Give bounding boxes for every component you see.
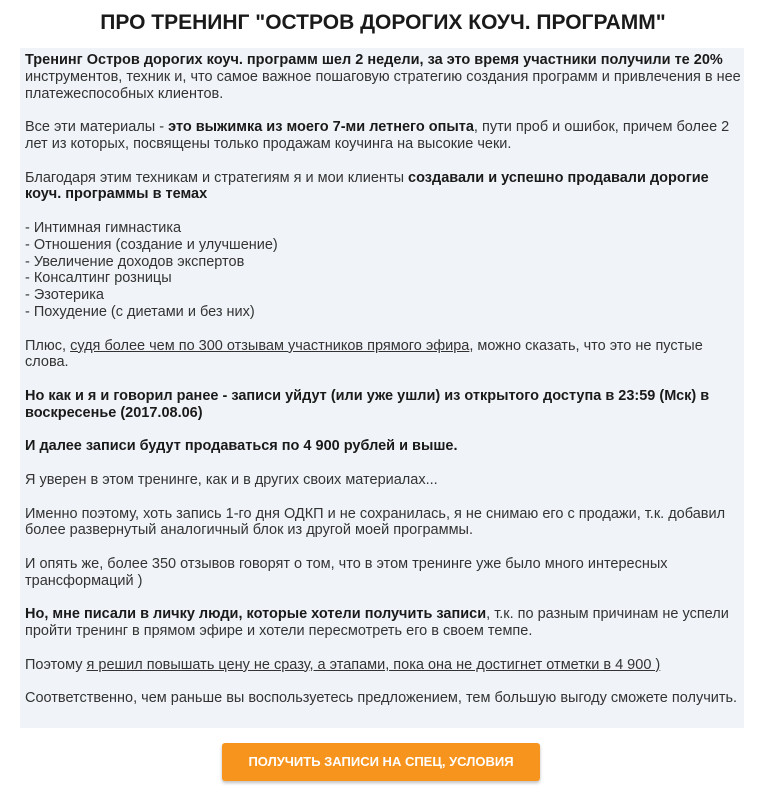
deadline-bold: Но как и я и говорил ранее - записи уйдут (или уже ушли) из открытого доступа в 23:59 (Мск) в воскресенье (2017.08.06) [25,387,710,421]
reviews-lead: Плюс, [25,337,71,354]
list-item: - Отношения (создание и улучшение) [25,236,278,253]
paragraph-transformations: И опять же, более 350 отзывов говорят о том, что в этом тренинге уже было много интересных трансформаций ) [25,555,668,589]
paragraph-day-one: Именно поэтому, хоть запись 1-го дня ОДКП и не сохранилась, я не снимаю его с продажи, т.к. добавил более развернутый аналогичный блок из другой моей программы. [25,505,726,539]
paragraph-experience [25,119,741,153]
list-item: - Эзотерика [25,287,104,304]
list-item: - Увеличение доходов экспертов [25,253,245,270]
list-item: - Похудение (с диетами и без них) [25,303,255,320]
price-bold: И далее записи будут продаваться по 4 900 рублей и выше. [25,438,458,455]
paragraph-benefit: Соответственно, чем раньше вы воспользуетесь предложением, тем большую выгоду сможете получить. [25,690,738,707]
intro-bold: Тренинг Остров дорогих коуч. программ шел 2 недели, за это время участники получили те 20% [25,52,723,68]
paragraph-requests [25,606,741,640]
list-item: - Интимная гимнастика [25,219,182,236]
paragraph-reviews [25,338,741,372]
paragraph-pricing-plan [25,657,741,674]
paragraph-intro [25,52,741,102]
intro-rest: инструментов, техник и, что самое важное пошаговую стратегию создания программ и привлечения в нее платежеспособных клиентов. [25,68,741,102]
reviews-rest: , можно сказать, что это не пустые слова. [25,337,703,371]
requests-bold: Но, мне писали в личку люди, которые хотели получить записи [25,606,487,623]
paragraph-topics-intro [25,170,741,204]
paragraph-confidence: Я уверен в этом тренинге, как и в других своих материалах... [25,471,438,488]
paragraph-deadline [25,388,741,422]
experience-rest: , пути проб и ошибок, причем более 2 лет из которых, посвящены только продажам коучинга на высокие чеки. [25,119,730,152]
article-body [25,52,741,724]
pricing-plan-underline: я решил повышать цену не сразу, а этапами, пока она не достигнет отметки в 4 900 ) [86,656,661,673]
list-item: - Консалтинг розницы [25,270,172,287]
pricing-plan-lead: Поэтому [25,656,87,673]
get-recordings-button[interactable]: ПОЛУЧИТЬ ЗАПИСИ НА СПЕЦ, УСЛОВИЯ [222,743,540,781]
topics-intro-lead: Благодаря этим техникам и стратегиям я и мои клиенты [25,169,409,186]
page-title: ПРО ТРЕНИНГ "ОСТРОВ ДОРОГИХ КОУЧ. ПРОГРАММ" [100,11,666,34]
topics-list [25,220,741,321]
topics-intro-bold: создавали и успешно продавали дорогие коуч. программы в темах [25,169,709,203]
experience-bold: это выжимка из моего 7-ми летнего опыта [168,119,474,136]
reviews-underline: судя более чем по 300 отзывам участников прямого эфира [70,337,470,354]
requests-rest: , т.к. по разным причинам не успели пройти тренинг в прямом эфире и хотели пересмотреть его в своем темпе. [25,606,729,640]
experience-lead: Все эти материалы - [25,119,169,136]
paragraph-price [25,438,741,455]
